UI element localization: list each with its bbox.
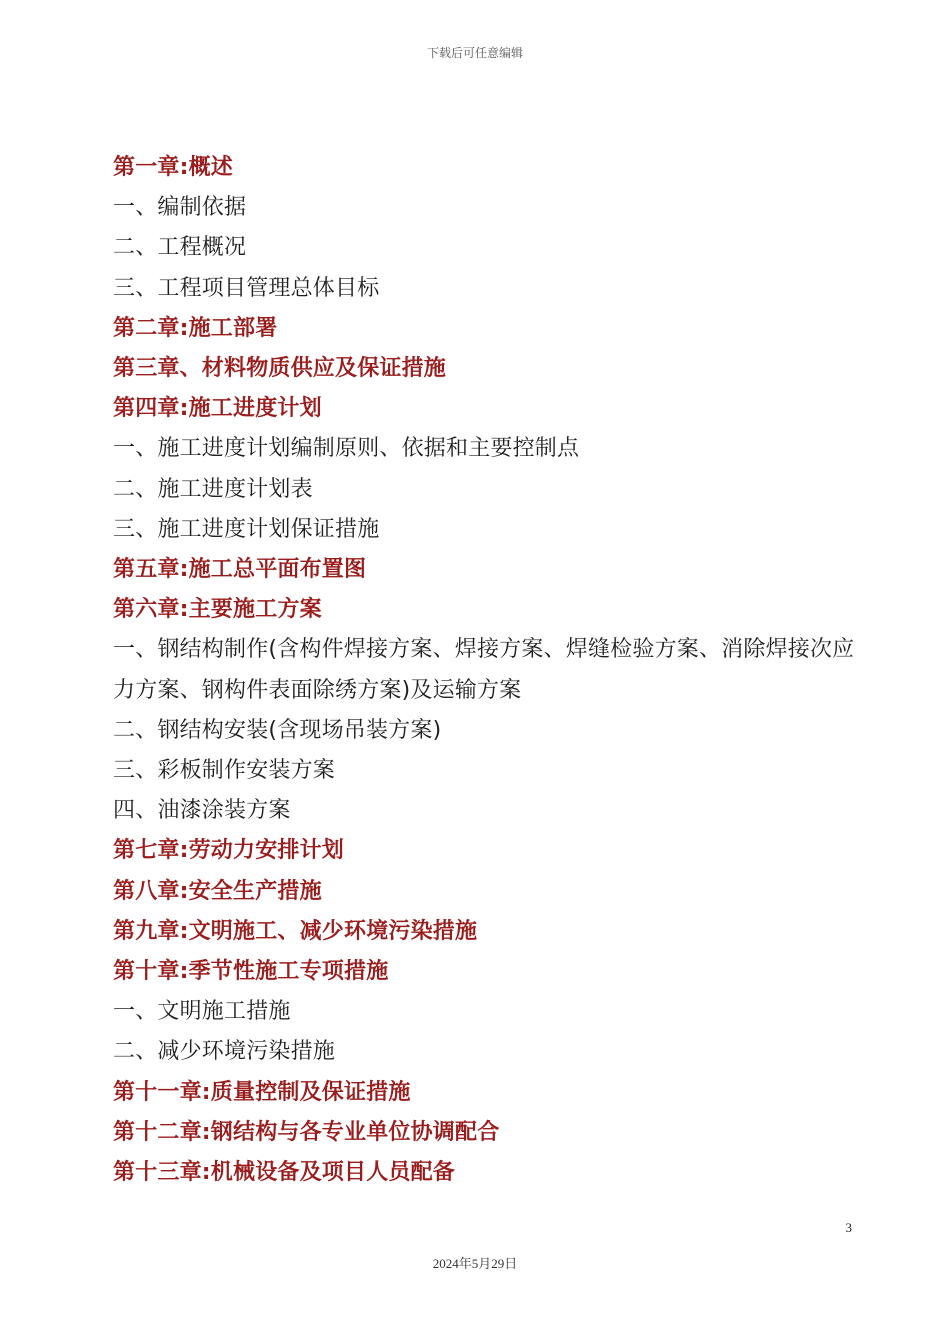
toc-item: 三、彩板制作安装方案	[113, 758, 336, 784]
toc-item: 一、文明施工措施	[113, 999, 291, 1025]
toc-item: 二、工程概况	[113, 235, 247, 261]
table-of-contents	[113, 148, 858, 1193]
toc-item: 二、施工进度计划表	[113, 476, 313, 502]
toc-chapter-12: 第十二章:钢结构与各专业单位协调配合	[113, 1119, 500, 1145]
toc-chapter-7: 第七章:劳动力安排计划	[113, 838, 344, 864]
page-number: 3	[845, 1220, 852, 1235]
toc-item: 三、工程项目管理总体目标	[113, 275, 380, 301]
page-footer-date: 2024年5月29日	[432, 1256, 518, 1271]
toc-chapter-2: 第二章:施工部署	[113, 315, 278, 341]
toc-chapter-11: 第十一章:质量控制及保证措施	[113, 1079, 411, 1105]
toc-chapter-8: 第八章:安全生产措施	[113, 878, 322, 904]
toc-chapter-3: 第三章、材料物质供应及保证措施	[113, 356, 447, 382]
toc-chapter-9: 第九章:文明施工、减少环境污染措施	[113, 918, 478, 944]
toc-item: 二、钢结构安装(含现场吊装方案)	[113, 717, 442, 743]
toc-chapter-10: 第十章:季节性施工专项措施	[113, 959, 389, 985]
toc-item: 一、编制依据	[113, 195, 247, 221]
toc-item: 二、减少环境污染措施	[113, 1039, 336, 1065]
toc-chapter-4: 第四章:施工进度计划	[113, 396, 322, 422]
page-header: 下载后可任意编辑	[426, 46, 523, 60]
toc-chapter-5: 第五章:施工总平面布置图	[113, 557, 367, 583]
toc-item: 一、钢结构制作(含构件焊接方案、焊接方案、焊缝检验方案、消除焊接次应力方案、钢构件表面除绣方案)及运输方案	[113, 637, 855, 703]
toc-chapter-13: 第十三章:机械设备及项目人员配备	[113, 1160, 455, 1186]
toc-item: 一、施工进度计划编制原则、依据和主要控制点	[113, 436, 580, 462]
toc-chapter-1: 第一章:概述	[113, 155, 233, 180]
toc-chapter-6: 第六章:主要施工方案	[113, 597, 322, 623]
toc-item: 三、施工进度计划保证措施	[113, 516, 380, 542]
toc-item: 四、油漆涂装方案	[113, 798, 291, 824]
